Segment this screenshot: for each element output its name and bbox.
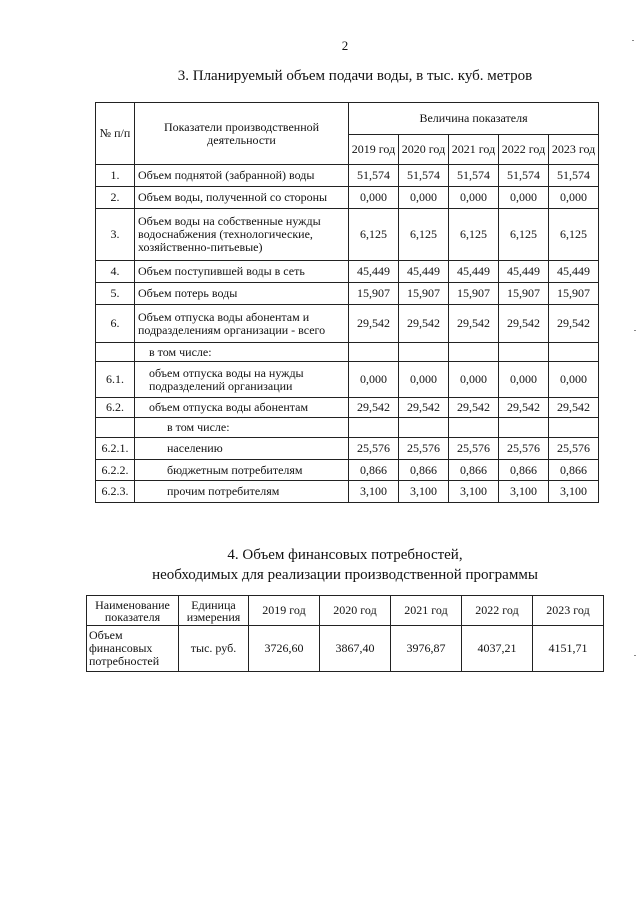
header-year: 2023 год — [533, 596, 604, 626]
row-value — [349, 343, 399, 362]
scan-mark — [632, 40, 634, 41]
row-value: 0,000 — [349, 187, 399, 209]
row-indicator: объем отпуска воды на нужды подразделений организации — [135, 362, 349, 398]
row-value: 29,542 — [399, 305, 449, 343]
row-value: 51,574 — [549, 165, 599, 187]
row-indicator: Объем поднятой (забранной) воды — [135, 165, 349, 187]
scan-mark — [634, 330, 636, 331]
row-value: 45,449 — [499, 261, 549, 283]
row-value — [449, 418, 499, 438]
row-num — [96, 343, 135, 362]
header-year: 2021 год — [391, 596, 462, 626]
section4-title-line2: необходимых для реализации производственной программы — [152, 567, 538, 583]
row-value — [449, 343, 499, 362]
row-value: 0,866 — [349, 460, 399, 481]
row-value: 45,449 — [349, 261, 399, 283]
section4-title — [0, 545, 640, 585]
water-supply-table — [95, 102, 599, 503]
row-indicator: Объем поступившей воды в сеть — [135, 261, 349, 283]
row-value: 45,449 — [449, 261, 499, 283]
row-value: 29,542 — [499, 398, 549, 418]
row-value: 51,574 — [499, 165, 549, 187]
row-value: 15,907 — [349, 283, 399, 305]
table-row — [96, 343, 599, 362]
header-year: 2020 год — [320, 596, 391, 626]
row-value: 3976,87 — [391, 626, 462, 672]
row-value: 29,542 — [349, 398, 399, 418]
row-value: 45,449 — [399, 261, 449, 283]
financial-needs-table — [86, 595, 604, 672]
row-value: 25,576 — [549, 438, 599, 460]
row-value: 25,576 — [499, 438, 549, 460]
row-value: 0,000 — [349, 362, 399, 398]
row-num: 2. — [96, 187, 135, 209]
table-row — [96, 398, 599, 418]
row-num: 6.2.1. — [96, 438, 135, 460]
row-value: 4037,21 — [462, 626, 533, 672]
page-number: 2 — [341, 38, 349, 53]
row-value: 25,576 — [399, 438, 449, 460]
row-value: 29,542 — [549, 305, 599, 343]
row-name: Объем финансовых потребностей — [87, 626, 179, 672]
row-value — [549, 343, 599, 362]
row-value: 0,866 — [499, 460, 549, 481]
table-row — [96, 362, 599, 398]
row-value: 51,574 — [399, 165, 449, 187]
row-value — [549, 418, 599, 438]
table-row — [96, 283, 599, 305]
row-num: 6.2.3. — [96, 481, 135, 503]
row-value: 3,100 — [349, 481, 399, 503]
row-value: 3726,60 — [249, 626, 320, 672]
row-value: 29,542 — [449, 398, 499, 418]
row-num: 5. — [96, 283, 135, 305]
row-value: 6,125 — [349, 209, 399, 261]
row-num: 6. — [96, 305, 135, 343]
header-name: Наименование показателя — [87, 596, 179, 626]
row-value: 29,542 — [499, 305, 549, 343]
row-num: 6.2.2. — [96, 460, 135, 481]
row-value: 15,907 — [549, 283, 599, 305]
row-value: 51,574 — [449, 165, 499, 187]
table-row — [96, 481, 599, 503]
row-num: 3. — [96, 209, 135, 261]
row-indicator: населению — [135, 438, 349, 460]
water-supply-table-body — [96, 165, 599, 503]
row-value — [399, 418, 449, 438]
row-indicator: объем отпуска воды абонентам — [135, 398, 349, 418]
table-row — [96, 418, 599, 438]
row-indicator: прочим потребителям — [135, 481, 349, 503]
row-value: 6,125 — [399, 209, 449, 261]
row-num: 6.2. — [96, 398, 135, 418]
row-value: 29,542 — [449, 305, 499, 343]
row-value: 0,000 — [499, 187, 549, 209]
row-value: 6,125 — [449, 209, 499, 261]
header-year: 2019 год — [349, 135, 399, 165]
row-value: 3867,40 — [320, 626, 391, 672]
row-num: 6.1. — [96, 362, 135, 398]
row-value — [349, 418, 399, 438]
row-value: 6,125 — [549, 209, 599, 261]
row-indicator: Объем воды, полученной со стороны — [135, 187, 349, 209]
row-value: 0,866 — [549, 460, 599, 481]
row-num: 1. — [96, 165, 135, 187]
row-value: 0,000 — [399, 187, 449, 209]
table-row — [96, 438, 599, 460]
header-year: 2021 год — [449, 135, 499, 165]
row-unit: тыс. руб. — [179, 626, 249, 672]
header-unit: Единица измерения — [179, 596, 249, 626]
row-value: 0,866 — [399, 460, 449, 481]
row-indicator: в том числе: — [135, 343, 349, 362]
row-value: 15,907 — [399, 283, 449, 305]
row-value: 45,449 — [549, 261, 599, 283]
row-num: 4. — [96, 261, 135, 283]
row-value: 25,576 — [349, 438, 399, 460]
section3-title: 3. Планируемый объем подачи воды, в тыс. куб. метров — [177, 68, 533, 84]
row-value: 0,000 — [549, 362, 599, 398]
row-value: 3,100 — [399, 481, 449, 503]
row-value: 0,000 — [449, 362, 499, 398]
row-value: 6,125 — [499, 209, 549, 261]
row-value: 3,100 — [449, 481, 499, 503]
table-row — [96, 165, 599, 187]
row-value: 29,542 — [349, 305, 399, 343]
row-value: 29,542 — [549, 398, 599, 418]
header-year: 2022 год — [499, 135, 549, 165]
row-value: 0,000 — [449, 187, 499, 209]
row-value: 3,100 — [499, 481, 549, 503]
table-row — [96, 187, 599, 209]
header-year: 2022 год — [462, 596, 533, 626]
header-num: № п/п — [96, 103, 135, 165]
row-value — [399, 343, 449, 362]
table-row — [96, 209, 599, 261]
row-value: 0,000 — [399, 362, 449, 398]
row-value — [499, 343, 549, 362]
row-indicator: Объем воды на собственные нужды водоснабжения (технологические, хозяйственно-питьевые) — [135, 209, 349, 261]
section4-title-line1: 4. Объем финансовых потребностей, — [227, 547, 463, 563]
header-value: Величина показателя — [349, 103, 599, 135]
header-year: 2019 год — [249, 596, 320, 626]
row-indicator: бюджетным потребителям — [135, 460, 349, 481]
table-row — [96, 261, 599, 283]
row-value: 0,000 — [549, 187, 599, 209]
row-value — [499, 418, 549, 438]
row-indicator: в том числе: — [135, 418, 349, 438]
row-value: 29,542 — [399, 398, 449, 418]
header-indicators: Показатели производственной деятельности — [135, 103, 349, 165]
row-value: 15,907 — [499, 283, 549, 305]
row-value: 0,866 — [449, 460, 499, 481]
table-row — [96, 305, 599, 343]
row-value: 15,907 — [449, 283, 499, 305]
row-value: 51,574 — [349, 165, 399, 187]
row-num — [96, 418, 135, 438]
row-value: 0,000 — [499, 362, 549, 398]
header-year: 2023 год — [549, 135, 599, 165]
table-row — [96, 460, 599, 481]
row-value: 4151,71 — [533, 626, 604, 672]
header-year: 2020 год — [399, 135, 449, 165]
row-indicator: Объем потерь воды — [135, 283, 349, 305]
scan-mark — [634, 655, 636, 656]
row-value: 3,100 — [549, 481, 599, 503]
row-value: 25,576 — [449, 438, 499, 460]
row-indicator: Объем отпуска воды абонентам и подразделениям организации - всего — [135, 305, 349, 343]
